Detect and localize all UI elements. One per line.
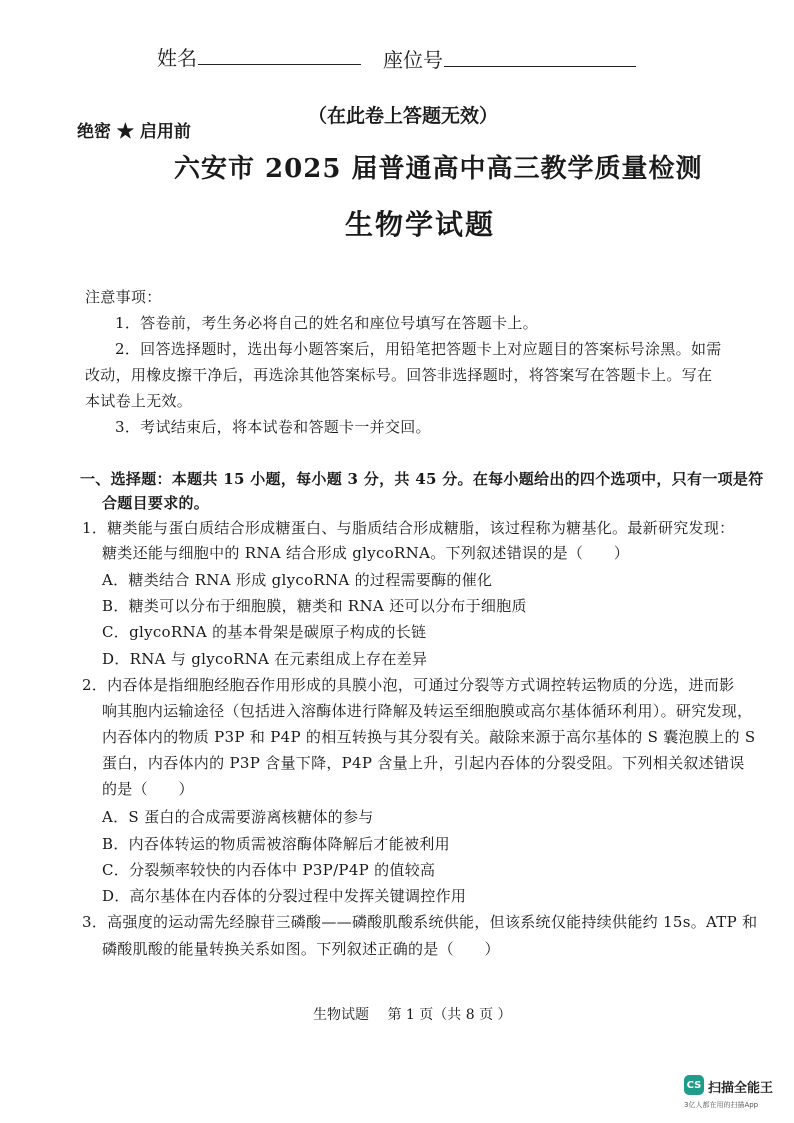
notes-item-2-line-1: 2．回答选择题时，选出每小题答案后，用铅笔把答题卡上对应题目的答案标号涂黑。如需 (115, 340, 722, 358)
q1-option-c: C．glycoRNA 的基本骨架是碳原子构成的长链 (102, 623, 427, 641)
q1-stem-line-2: 糖类还能与细胞中的 RNA 结合形成 glycoRNA。下列叙述错误的是（ ） (102, 544, 630, 562)
name-label: 姓名 (157, 46, 197, 70)
notes-item-2-line-3: 本试卷上无效。 (85, 392, 193, 410)
watermark-name: 扫描全能王 (708, 1081, 774, 1096)
section-1-line-2: 合题目要求的。 (102, 494, 210, 512)
invalid-note: （在此卷上答题无效） (308, 105, 499, 127)
notes-item-1: 1．答卷前，考生务必将自己的姓名和座位号填写在答题卡上。 (115, 314, 538, 332)
section-1-line-1: 一、选择题：本题共 15 小题，每小题 3 分，共 45 分。在每小题给出的四个选项中，只有一项是符 (80, 470, 764, 488)
subject-title: 生物学试题 (345, 208, 496, 241)
q2-stem-line-3: 内吞体内的物质 P3P 和 P4P 的相互转换与其分裂有关。敲除来源于高尔基体的 S 囊泡膜上的 S (102, 728, 756, 746)
watermark-subtitle: 3亿人都在用的扫描App (684, 1101, 759, 1109)
q2-stem-line-2: 响其胞内运输途径（包括进入溶酶体进行降解及转运至细胞膜或高尔基体循环利用）。研究发现， (102, 702, 753, 720)
q3-stem-line-2: 磷酸肌酸的能量转换关系如图。下列叙述正确的是（ ） (102, 940, 500, 958)
q2-option-a: A．S 蛋白的合成需要游离核糖体的参与 (102, 808, 374, 826)
notes-item-3: 3．考试结束后，将本试卷和答题卡一并交回。 (115, 418, 431, 436)
q1-stem-line-1: 1．糖类能与蛋白质结合形成糖蛋白、与脂质结合形成糖脂，该过程称为糖基化。最新研究发现： (82, 519, 735, 537)
q2-option-c: C．分裂频率较快的内吞体中 P3P/P4P 的值较高 (102, 861, 436, 879)
q2-option-b: B．内吞体转运的物质需被溶酶体降解后才能被利用 (102, 835, 450, 853)
camscanner-logo-icon: CS (684, 1075, 704, 1095)
notes-heading: 注意事项： (85, 288, 162, 306)
q3-stem-line-1: 3．高强度的运动需先经腺苷三磷酸——磷酸肌酸系统供能，但该系统仅能持续供能约 15s。ATP 和 (82, 913, 758, 931)
q2-option-d: D．高尔基体在内吞体的分裂过程中发挥关键调控作用 (102, 887, 467, 905)
secret-label: 绝密 ★ 启用前 (77, 122, 191, 142)
name-blank-line (198, 64, 361, 65)
q1-option-d: D．RNA 与 glycoRNA 在元素组成上存在差异 (102, 650, 428, 668)
seat-blank-line (444, 66, 636, 67)
seat-label: 座位号 (383, 48, 443, 72)
q2-stem-line-5: 的是（ ） (102, 780, 194, 798)
page-footer: 生物试题 第 1 页（共 8 页 ） (313, 1007, 512, 1023)
notes-item-2-line-2: 改动，用橡皮擦干净后，再选涂其他答案标号。回答非选择题时，将答案写在答题卡上。写在 (85, 366, 713, 384)
q1-option-b: B．糖类可以分布于细胞膜，糖类和 RNA 还可以分布于细胞质 (102, 597, 527, 615)
q1-option-a: A．糖类结合 RNA 形成 glycoRNA 的过程需要酶的催化 (102, 571, 493, 589)
exam-title: 六安市 2025 届普通高中高三教学质量检测 (174, 154, 703, 184)
q2-stem-line-1: 2．内吞体是指细胞经胞吞作用形成的具膜小泡，可通过分裂等方式调控转运物质的分选，进而影 (82, 676, 735, 694)
q2-stem-line-4: 蛋白，内吞体内的 P3P 含量下降，P4P 含量上升，引起内吞体的分裂受阻。下列相关叙述错误 (102, 754, 745, 772)
